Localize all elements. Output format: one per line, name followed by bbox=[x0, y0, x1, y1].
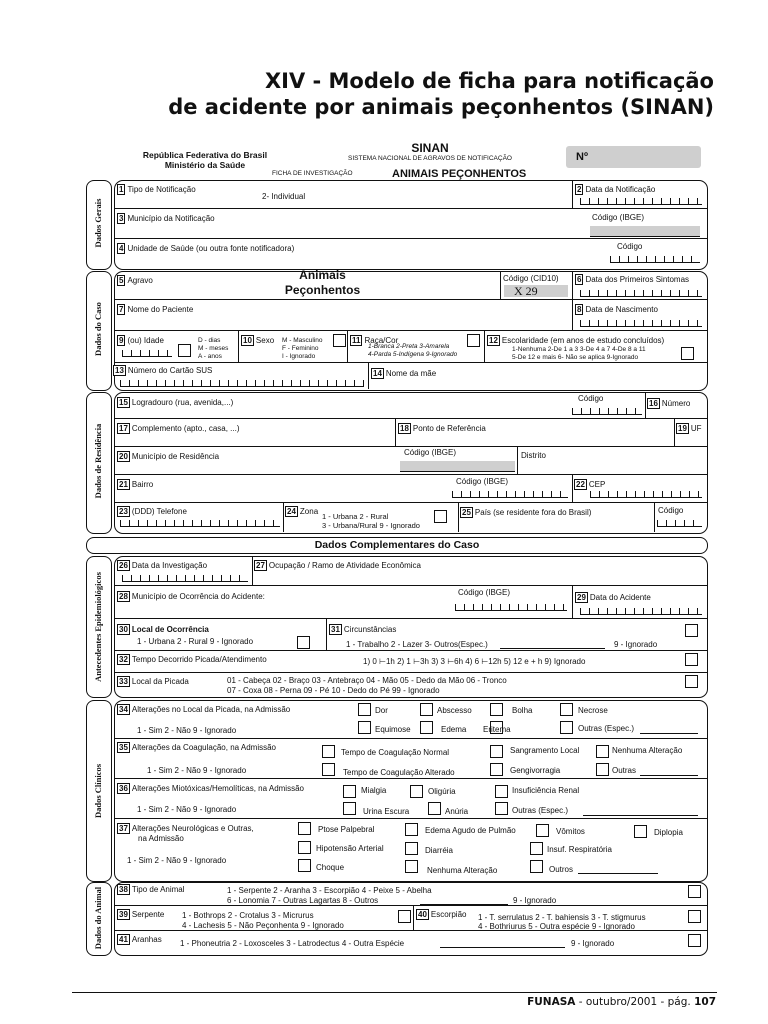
ibge-input-21[interactable] bbox=[452, 491, 568, 498]
codigo-input-15[interactable] bbox=[572, 408, 642, 415]
outras-35-label: Outras bbox=[612, 766, 637, 775]
insuf-resp-label: Insuf. Respiratória bbox=[547, 845, 612, 854]
num-29: 29 bbox=[577, 593, 586, 602]
distrito-label: Distrito bbox=[521, 451, 546, 460]
num-22: 22 bbox=[576, 480, 585, 489]
field-31 bbox=[329, 624, 396, 635]
primeiros-sintomas-input[interactable] bbox=[580, 290, 702, 297]
num-39: 39 bbox=[119, 910, 128, 919]
municipio-residencia-label: Município de Residência bbox=[131, 452, 220, 461]
escolaridade-checkbox[interactable] bbox=[681, 347, 694, 360]
idade-opt-anos: A - anos bbox=[198, 353, 222, 360]
ibge-input-20[interactable] bbox=[400, 461, 515, 472]
neurologicas-label: Alterações Neurológicas e Outras, bbox=[131, 824, 254, 833]
escolaridade-label: Escolaridade (em anos de estudo concluídos) bbox=[501, 336, 665, 345]
abscesso-label: Abscesso bbox=[437, 706, 472, 715]
edema-checkbox[interactable] bbox=[420, 721, 433, 734]
sexo-opt-i: I - Ignorado bbox=[282, 353, 316, 360]
tempo-decorrido-checkbox[interactable] bbox=[685, 653, 698, 666]
field-24 bbox=[285, 506, 318, 517]
anuria-checkbox[interactable] bbox=[428, 802, 441, 815]
necrose-label: Necrose bbox=[578, 706, 608, 715]
field-29 bbox=[575, 592, 651, 603]
num-26: 26 bbox=[119, 561, 128, 570]
agravo-value bbox=[275, 268, 370, 298]
num-24: 24 bbox=[287, 507, 296, 516]
tempo-decorrido-label: Tempo Decorrido Picada/Atendimento bbox=[131, 655, 267, 664]
gengivorragia-label: Gengivorragia bbox=[510, 766, 561, 775]
primeiros-sintomas-label: Data dos Primeiros Sintomas bbox=[585, 275, 690, 284]
field-34 bbox=[117, 704, 290, 715]
sexo-label: Sexo bbox=[255, 336, 275, 345]
num-41: 41 bbox=[119, 935, 128, 944]
local-picada-label: Local da Picada bbox=[131, 677, 189, 686]
field-3 bbox=[117, 213, 215, 224]
aranhas-checkbox[interactable] bbox=[688, 934, 701, 947]
zona-options bbox=[322, 512, 420, 530]
bairro-label: Bairro bbox=[131, 480, 154, 489]
tipo-animal-opt-2: 6 - Lonomia 7 - Outras Lagartas 8 - Outros bbox=[227, 896, 379, 905]
local-ocorrencia-options: 1 - Urbana 2 - Rural 9 - Ignorado bbox=[137, 637, 254, 646]
num-35: 35 bbox=[119, 743, 128, 752]
section-label-residencia: Dados de Residência bbox=[93, 423, 103, 499]
cartao-sus-label: Número do Cartão SUS bbox=[127, 366, 213, 375]
num-9: 9 bbox=[119, 336, 124, 345]
codigo-label-25: Código bbox=[658, 506, 684, 515]
tipo-notificacao-label: Tipo de Notificação bbox=[127, 185, 196, 194]
nenhuma-37-checkbox[interactable] bbox=[405, 860, 418, 873]
ibge-label-20: Código (IBGE) bbox=[404, 448, 457, 457]
ibge-label-28: Código (IBGE) bbox=[458, 588, 511, 597]
insuf-renal-label: Insuficiência Renal bbox=[512, 786, 580, 795]
nome-mae-label: Nome da mãe bbox=[385, 369, 437, 378]
data-nascimento-input[interactable] bbox=[580, 320, 702, 327]
municipio-notificacao-label: Município da Notificação bbox=[127, 214, 215, 223]
circunstancias-checkbox[interactable] bbox=[685, 624, 698, 637]
ponto-referencia-label: Ponto de Referência bbox=[412, 424, 486, 433]
circunstancias-ignorado: 9 - Ignorado bbox=[614, 640, 658, 649]
field-28 bbox=[117, 591, 265, 602]
field-33 bbox=[117, 676, 189, 687]
oliguria-checkbox[interactable] bbox=[410, 785, 423, 798]
field-9 bbox=[117, 335, 164, 346]
num-10: 10 bbox=[243, 336, 252, 345]
tipo-notificacao-value: 2- Individual bbox=[262, 192, 306, 201]
field-12 bbox=[487, 335, 664, 346]
serpente-opt-1: 1 - Bothrops 2 - Crotalus 3 - Micrurus bbox=[182, 911, 314, 920]
sinan-label: SINAN bbox=[411, 141, 449, 155]
field-39 bbox=[117, 909, 164, 920]
num-6: 6 bbox=[577, 275, 582, 284]
ibge-input-3[interactable] bbox=[590, 226, 700, 237]
num-7: 7 bbox=[119, 305, 124, 314]
zona-opt-2: 3 - Urbana/Rural 9 - Ignorado bbox=[322, 521, 420, 530]
data-investigacao-input[interactable] bbox=[122, 575, 248, 582]
idade-label: (ou) Idade bbox=[127, 336, 164, 345]
agravo-value-line1: Animais bbox=[299, 268, 346, 282]
ocupacao-label: Ocupação / Ramo de Atividade Econômica bbox=[268, 561, 421, 570]
data-acidente-input[interactable] bbox=[580, 608, 702, 615]
num-32: 32 bbox=[119, 655, 128, 664]
numero-field[interactable] bbox=[566, 146, 701, 168]
sexo-options bbox=[282, 337, 322, 361]
num-25: 25 bbox=[462, 508, 471, 517]
num-19: 19 bbox=[678, 424, 687, 433]
field-38 bbox=[117, 884, 185, 895]
num-21: 21 bbox=[119, 480, 128, 489]
animais-header: ANIMAIS PEÇONHENTOS bbox=[392, 168, 527, 180]
num-31: 31 bbox=[331, 625, 340, 634]
escorpiao-opt-1: 1 - T. serrulatus 2 - T. bahiensis 3 - T. stigmurus bbox=[478, 913, 646, 922]
field-40 bbox=[416, 909, 466, 920]
num-15: 15 bbox=[119, 398, 128, 407]
outras-35-checkbox[interactable] bbox=[596, 763, 609, 776]
miotoxicas-options: 1 - Sim 2 - Não 9 - Ignorado bbox=[137, 805, 237, 814]
num-37: 37 bbox=[119, 824, 128, 833]
nenhuma-35-checkbox[interactable] bbox=[596, 745, 609, 758]
eritema-label: Eritema bbox=[483, 725, 511, 734]
num-11: 11 bbox=[352, 336, 361, 345]
municipio-ocorrencia-label: Município de Ocorrência do Acidente: bbox=[131, 592, 265, 601]
escorpiao-label: Escorpião bbox=[430, 910, 467, 919]
header-left bbox=[130, 150, 280, 170]
gengivorragia-checkbox[interactable] bbox=[490, 763, 503, 776]
complementares-title: Dados Complementares do Caso bbox=[314, 539, 480, 551]
num-38: 38 bbox=[119, 885, 128, 894]
codigo-label-15: Código bbox=[578, 394, 604, 403]
complemento-label: Complemento (apto., casa, ...) bbox=[131, 424, 240, 433]
footer bbox=[527, 996, 716, 1008]
footer-brand: FUNASA bbox=[527, 996, 576, 1008]
sistema-label: SISTEMA NACIONAL DE AGRAVOS DE NOTIFICAÇÃO bbox=[348, 155, 512, 162]
circunstancias-options: 1 - Trabalho 2 - Lazer 3- Outros(Espec.) bbox=[346, 640, 488, 649]
field-35 bbox=[117, 742, 276, 753]
title-line-1: XIV - Modelo de ficha para notificação bbox=[264, 69, 714, 93]
abscesso-checkbox[interactable] bbox=[420, 703, 433, 716]
ibge-label-21: Código (IBGE) bbox=[456, 477, 509, 486]
ministerio-label: Ministério da Saúde bbox=[164, 160, 246, 170]
coagulacao-label: Alterações da Coagulação, na Admissão bbox=[131, 743, 276, 752]
tempo-alterado-checkbox[interactable] bbox=[322, 763, 335, 776]
field-20 bbox=[117, 451, 219, 462]
diarreia-checkbox[interactable] bbox=[405, 842, 418, 855]
codigo-input-4[interactable] bbox=[610, 256, 700, 263]
tipo-animal-opt-1: 1 - Serpente 2 - Aranha 3 - Escorpião 4 - Peixe 5 - Abelha bbox=[227, 886, 432, 895]
dor-checkbox[interactable] bbox=[358, 703, 371, 716]
sangramento-checkbox[interactable] bbox=[490, 745, 503, 758]
data-nascimento-label: Data de Nascimento bbox=[585, 305, 658, 314]
tipo-animal-ignorado: 9 - Ignorado bbox=[513, 896, 557, 905]
field-17 bbox=[117, 423, 240, 434]
tempo-decorrido-options: 1) 0 ⊢1h 2) 1 ⊢3h 3) 3 ⊢6h 4) 6 ⊢12h 5) 12 e + h 9) Ignorado bbox=[363, 657, 586, 666]
miotoxicas-label: Alterações Miotóxicas/Hemolíticas, na Admissão bbox=[131, 784, 304, 793]
tempo-alterado-label: Tempo de Coagulação Alterado bbox=[343, 768, 455, 777]
edema-label: Edema bbox=[441, 725, 467, 734]
cep-label: CEP bbox=[588, 480, 606, 489]
num-3: 3 bbox=[119, 214, 124, 223]
idade-checkbox[interactable] bbox=[178, 344, 191, 357]
num-20: 20 bbox=[119, 452, 128, 461]
field-25 bbox=[460, 507, 591, 518]
outras-34-label: Outras (Espec.) bbox=[578, 724, 635, 733]
choque-label: Choque bbox=[316, 863, 345, 872]
footer-page: 107 bbox=[694, 996, 716, 1008]
escolaridade-opt-2: 5-De 12 e mais 6- Não se aplica 9-Ignorado bbox=[512, 354, 639, 361]
page-title bbox=[168, 68, 714, 120]
choque-checkbox[interactable] bbox=[298, 859, 311, 872]
tipo-animal-checkbox[interactable] bbox=[688, 885, 701, 898]
alteracoes-local-label: Alterações no Local da Picada, na Admissão bbox=[131, 705, 291, 714]
raca-opt-2: 4-Parda 5-Indígena 9-Ignorado bbox=[368, 351, 458, 358]
telefone-input[interactable] bbox=[120, 520, 280, 527]
ibge-input-28[interactable] bbox=[455, 604, 567, 611]
raca-checkbox[interactable] bbox=[467, 334, 480, 347]
sangramento-label: Sangramento Local bbox=[510, 746, 580, 755]
section-label-caso: Dados do Caso bbox=[93, 302, 103, 356]
hipotensao-label: Hipotensão Arterial bbox=[316, 844, 384, 853]
field-41 bbox=[117, 934, 162, 945]
section-label-gerais: Dados Gerais bbox=[93, 198, 103, 248]
field-18 bbox=[398, 423, 486, 434]
numero-label: Número bbox=[661, 399, 691, 408]
ptose-checkbox[interactable] bbox=[298, 822, 311, 835]
urina-checkbox[interactable] bbox=[343, 802, 356, 815]
escolaridade-options bbox=[512, 346, 646, 362]
outros-37-checkbox[interactable] bbox=[530, 860, 543, 873]
agravo-value-line2: Peçonhentos bbox=[284, 283, 361, 297]
insuf-resp-checkbox[interactable] bbox=[530, 842, 543, 855]
num-30: 30 bbox=[119, 625, 128, 634]
num-12: 12 bbox=[489, 336, 498, 345]
field-4 bbox=[117, 243, 294, 254]
field-6 bbox=[575, 274, 689, 285]
alteracoes-local-options: 1 - Sim 2 - Não 9 - Ignorado bbox=[137, 726, 237, 735]
codigo-label-4: Código bbox=[617, 242, 643, 251]
field-32 bbox=[117, 654, 267, 665]
serpente-checkbox[interactable] bbox=[398, 910, 411, 923]
num-18: 18 bbox=[400, 424, 409, 433]
field-10 bbox=[241, 335, 274, 346]
field-13 bbox=[113, 365, 212, 376]
field-5 bbox=[117, 275, 153, 286]
field-16 bbox=[647, 398, 690, 409]
field-19 bbox=[676, 423, 702, 434]
idade-opt-dias: D - dias bbox=[198, 337, 221, 344]
unidade-saude-label: Unidade de Saúde (ou outra fonte notificadora) bbox=[127, 244, 295, 253]
escorpiao-checkbox[interactable] bbox=[688, 910, 701, 923]
sexo-opt-m: M - Masculino bbox=[282, 337, 323, 344]
oliguria-label: Oligúria bbox=[428, 787, 456, 796]
vomitos-label: Vômitos bbox=[556, 827, 585, 836]
field-27 bbox=[254, 560, 421, 571]
aranhas-options: 1 - Phoneutria 2 - Loxosceles 3 - Latrodectus 4 - Outra Espécie bbox=[180, 939, 405, 948]
insuf-renal-checkbox[interactable] bbox=[495, 785, 508, 798]
serpente-label: Serpente bbox=[131, 910, 165, 919]
ibge-label-3: Código (IBGE) bbox=[592, 213, 645, 222]
field-30 bbox=[117, 624, 209, 635]
bolha-label: Bolha bbox=[512, 706, 533, 715]
outras-36-label: Outras (Espec.) bbox=[512, 806, 569, 815]
escorpiao-opt-2: 4 - Bothriurus 5 - Outra espécie 9 - Ignorado bbox=[478, 922, 635, 931]
ptose-label: Ptose Palpebral bbox=[318, 825, 375, 834]
republica-label: República Federativa do Brasil bbox=[142, 150, 268, 160]
dor-label: Dor bbox=[375, 706, 388, 715]
num-1: 1 bbox=[119, 185, 124, 194]
num-40: 40 bbox=[418, 910, 427, 919]
section-label-animal: Dados do Animal bbox=[93, 886, 103, 950]
data-notificacao-input[interactable] bbox=[580, 198, 702, 205]
num-4: 4 bbox=[119, 244, 124, 253]
bolha-checkbox[interactable] bbox=[490, 703, 503, 716]
diarreia-label: Diarréia bbox=[425, 846, 454, 855]
field-2 bbox=[575, 184, 655, 195]
num-36: 36 bbox=[119, 784, 128, 793]
outros-37-label: Outros bbox=[549, 865, 574, 874]
section-label-clinicos: Dados Clínicos bbox=[93, 763, 103, 819]
neurologicas-options: 1 - Sim 2 - Não 9 - Ignorado bbox=[127, 856, 227, 865]
agravo-label: Agravo bbox=[127, 276, 153, 285]
coagulacao-options: 1 - Sim 2 - Não 9 - Ignorado bbox=[147, 766, 247, 775]
mialgia-label: Mialgia bbox=[361, 786, 387, 795]
raca-options bbox=[368, 343, 457, 359]
tempo-normal-checkbox[interactable] bbox=[322, 745, 335, 758]
num-27: 27 bbox=[256, 561, 265, 570]
mialgia-checkbox[interactable] bbox=[343, 785, 356, 798]
ficha-label: FICHA DE INVESTIGAÇÃO bbox=[272, 170, 353, 177]
diplopia-checkbox[interactable] bbox=[634, 825, 647, 838]
aranhas-ignorado: 9 - Ignorado bbox=[571, 939, 615, 948]
idade-options bbox=[198, 337, 228, 361]
local-picada-opt-1: 01 - Cabeça 02 - Braço 03 - Antebraço 04 - Mão 05 - Dedo da Mão 06 - Tronco bbox=[227, 676, 507, 685]
zona-checkbox[interactable] bbox=[434, 510, 447, 523]
num-23: 23 bbox=[119, 507, 128, 516]
hipotensao-checkbox[interactable] bbox=[298, 841, 311, 854]
idade-opt-meses: M - meses bbox=[198, 345, 229, 352]
num-16: 16 bbox=[649, 399, 658, 408]
num-2: 2 bbox=[577, 185, 582, 194]
equimose-checkbox[interactable] bbox=[358, 721, 371, 734]
sexo-checkbox[interactable] bbox=[333, 334, 346, 347]
circunstancias-label: Circunstâncias bbox=[343, 625, 397, 634]
urina-label: Urina Escura bbox=[363, 807, 410, 816]
header-center bbox=[330, 141, 530, 162]
num-33: 33 bbox=[119, 677, 128, 686]
field-26 bbox=[117, 560, 207, 571]
zona-opt-1: 1 - Urbana 2 - Rural bbox=[322, 512, 389, 521]
telefone-label: (DDD) Telefone bbox=[131, 507, 187, 516]
edema-pulmao-label: Edema Agudo de Pulmão bbox=[425, 826, 516, 835]
idade-input[interactable] bbox=[122, 350, 172, 357]
edema-pulmao-checkbox[interactable] bbox=[405, 823, 418, 836]
vomitos-checkbox[interactable] bbox=[536, 824, 549, 837]
outras-34-checkbox[interactable] bbox=[560, 721, 573, 734]
serpente-opt-2: 4 - Lachesis 5 - Não Peçonhenta 9 - Ignorado bbox=[182, 921, 344, 930]
local-ocorrencia-label: Local de Ocorrência bbox=[131, 625, 209, 634]
num-28: 28 bbox=[119, 592, 128, 601]
aranhas-label: Aranhas bbox=[131, 935, 162, 944]
diplopia-label: Diplopia bbox=[654, 828, 683, 837]
local-picada-options bbox=[227, 676, 507, 696]
num-5: 5 bbox=[119, 276, 124, 285]
nenhuma-37-label: Nenhuma Alteração bbox=[427, 866, 498, 875]
local-picada-opt-2: 07 - Coxa 08 - Perna 09 - Pé 10 - Dedo do Pé 99 - Ignorado bbox=[227, 686, 440, 695]
field-36 bbox=[117, 783, 304, 794]
nome-paciente-label: Nome do Paciente bbox=[127, 305, 194, 314]
field-14 bbox=[371, 368, 436, 379]
footer-date: - outubro/2001 - pág. bbox=[575, 996, 695, 1008]
nenhuma-35-label: Nenhuma Alteração bbox=[612, 746, 683, 755]
anuria-label: Anúria bbox=[445, 807, 469, 816]
codigo-input-25[interactable] bbox=[657, 520, 702, 527]
neurologicas-label-2: na Admissão bbox=[138, 834, 184, 843]
logradouro-label: Logradouro (rua, avenida,...) bbox=[131, 398, 234, 407]
pais-label: País (se residente fora do Brasil) bbox=[474, 508, 592, 517]
field-7 bbox=[117, 304, 193, 315]
complementares-banner bbox=[86, 537, 708, 554]
uf-label: UF bbox=[690, 424, 702, 433]
cartao-sus-input[interactable] bbox=[120, 380, 364, 387]
field-8 bbox=[575, 304, 658, 315]
data-acidente-label: Data do Acidente bbox=[589, 593, 651, 602]
data-investigacao-label: Data da Investigação bbox=[131, 561, 208, 570]
local-picada-checkbox[interactable] bbox=[685, 675, 698, 688]
necrose-checkbox[interactable] bbox=[560, 703, 573, 716]
tipo-animal-label: Tipo de Animal bbox=[131, 885, 185, 894]
field-15 bbox=[117, 397, 233, 408]
outras-36-checkbox[interactable] bbox=[495, 802, 508, 815]
local-ocorrencia-checkbox[interactable] bbox=[297, 636, 310, 649]
num-14: 14 bbox=[373, 369, 382, 378]
sexo-opt-f: F - Feminino bbox=[282, 345, 319, 352]
section-label-epidemiologicos: Antecedentes Epidemiológicos bbox=[93, 572, 103, 682]
numero-label: Nº bbox=[576, 151, 588, 163]
cid-value: X 29 bbox=[504, 285, 568, 297]
title-line-2: de acidente por animais peçonhentos (SINAN) bbox=[168, 95, 714, 119]
tempo-normal-label: Tempo de Coagulação Normal bbox=[341, 748, 450, 757]
equimose-label: Equimose bbox=[375, 725, 411, 734]
num-34: 34 bbox=[119, 705, 128, 714]
cep-input[interactable] bbox=[590, 491, 702, 498]
num-17: 17 bbox=[119, 424, 128, 433]
cid-label: Código (CID10) bbox=[503, 274, 559, 283]
raca-opt-1: 1-Branca 2-Preta 3-Amarela bbox=[368, 343, 450, 350]
field-37 bbox=[117, 823, 254, 834]
raca-label: Raça/Cor bbox=[364, 336, 399, 345]
zona-label: Zona bbox=[299, 507, 319, 516]
field-22 bbox=[574, 479, 605, 490]
num-13: 13 bbox=[115, 366, 124, 375]
field-21 bbox=[117, 479, 153, 490]
field-1 bbox=[117, 184, 196, 195]
data-notificacao-label: Data da Notificação bbox=[585, 185, 656, 194]
field-23 bbox=[117, 506, 187, 517]
num-8: 8 bbox=[577, 305, 582, 314]
escolaridade-opt-1: 1-Nenhuma 2-De 1 a 3 3-De 4 a 7 4-De 8 a 11 bbox=[512, 346, 646, 353]
